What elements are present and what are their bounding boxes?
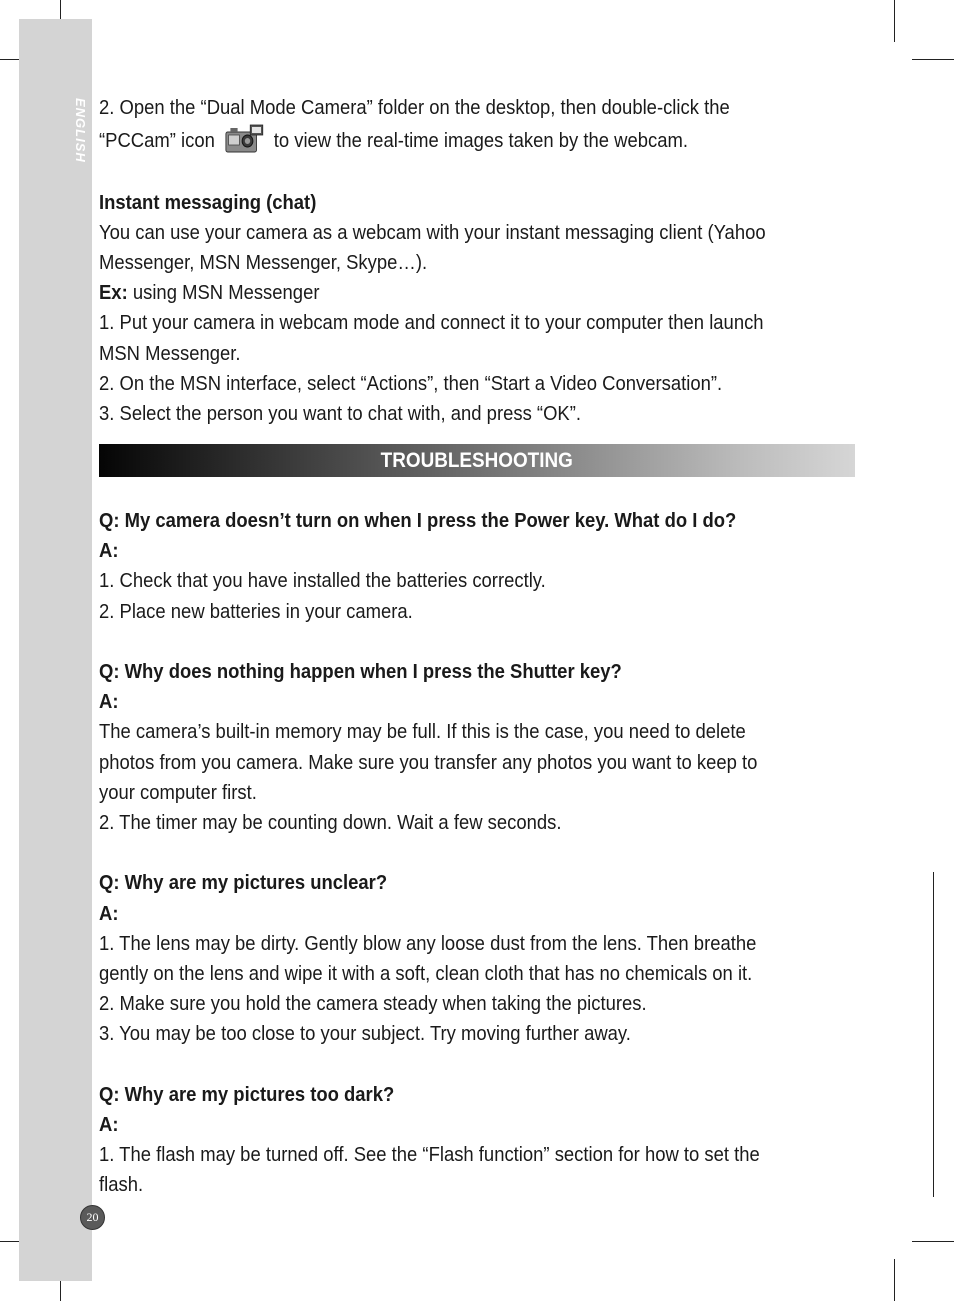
side-band [19, 19, 92, 1281]
answer-line: 1. Check that you have installed the batteries correctly. [99, 569, 546, 593]
crop-mark [894, 0, 895, 42]
page-number: 20 [80, 1205, 105, 1230]
answer-label: A: [99, 901, 119, 925]
answer-line: flash. [99, 1173, 144, 1197]
answer-line: 2. Make sure you hold the camera steady when taking the pictures. [99, 992, 647, 1016]
crop-mark [894, 1259, 895, 1301]
chat-ex-label: Ex: [99, 281, 128, 305]
pccam-icon [224, 123, 265, 155]
answer-line: 3. You may be too close to your subject. Try moving further away. [99, 1022, 631, 1046]
chat-step3: 3. Select the person you want to chat with, and press “OK”. [99, 402, 582, 426]
intro-step2-pre: “PCCam” icon [99, 129, 215, 153]
language-label: ENGLISH [73, 98, 88, 163]
answer-line: 2. The timer may be counting down. Wait a few seconds. [99, 811, 562, 835]
question-shutter: Q: Why does nothing happen when I press the Shutter key? [99, 660, 622, 683]
troubleshooting-banner [99, 444, 855, 477]
chat-desc-line2: Messenger, MSN Messenger, Skype…). [99, 251, 428, 274]
troubleshooting-section [99, 506, 783, 1201]
answer-line: photos from you camera. Make sure you transfer any photos you want to keep to [99, 750, 758, 774]
chat-step1-line1: 1. Put your camera in webcam mode and connect it to your computer then launch [99, 311, 764, 335]
chat-heading: Instant messaging (chat) [99, 190, 317, 214]
answer-line: gently on the lens and wipe it with a soft, clean cloth that has no chemicals on it. [99, 962, 753, 986]
answer-label: A: [99, 690, 119, 714]
question-unclear: Q: Why are my pictures unclear? [99, 871, 388, 895]
answer-line: your computer first. [99, 780, 257, 804]
crop-mark [933, 872, 934, 1197]
answer-line: The camera’s built-in memory may be full. If this is the case, you need to delete [99, 720, 746, 744]
answer-label: A: [99, 539, 119, 563]
intro-step2-post: to view the real-time images taken by the webcam. [273, 129, 689, 153]
chat-desc-line1: You can use your camera as a webcam with your instant messaging client (Yahoo [99, 220, 766, 244]
intro-step2-line2 [99, 123, 783, 156]
crop-mark [912, 59, 954, 60]
webcam-section [99, 93, 783, 429]
intro-step2-line1: 2. Open the “Dual Mode Camera” folder on the desktop, then double-click the [99, 96, 730, 119]
chat-example [99, 278, 783, 308]
troubleshooting-title: TROUBLESHOOTING [380, 448, 574, 472]
crop-mark [912, 1241, 954, 1242]
answer-line: 1. The flash may be turned off. See the “Flash function” section for how to set the [99, 1143, 760, 1167]
question-dark: Q: Why are my pictures too dark? [99, 1082, 395, 1106]
chat-step2: 2. On the MSN interface, select “Actions”, then “Start a Video Conversation”. [99, 371, 723, 395]
chat-ex-text: using MSN Messenger [127, 281, 320, 305]
answer-label: A: [99, 1113, 119, 1137]
question-power: Q: My camera doesn’t turn on when I press the Power key. What do I do? [99, 509, 737, 532]
answer-line: 2. Place new batteries in your camera. [99, 599, 413, 623]
answer-line: 1. The lens may be dirty. Gently blow any loose dust from the lens. Then breathe [99, 931, 757, 955]
chat-step1-line2: MSN Messenger. [99, 341, 241, 365]
